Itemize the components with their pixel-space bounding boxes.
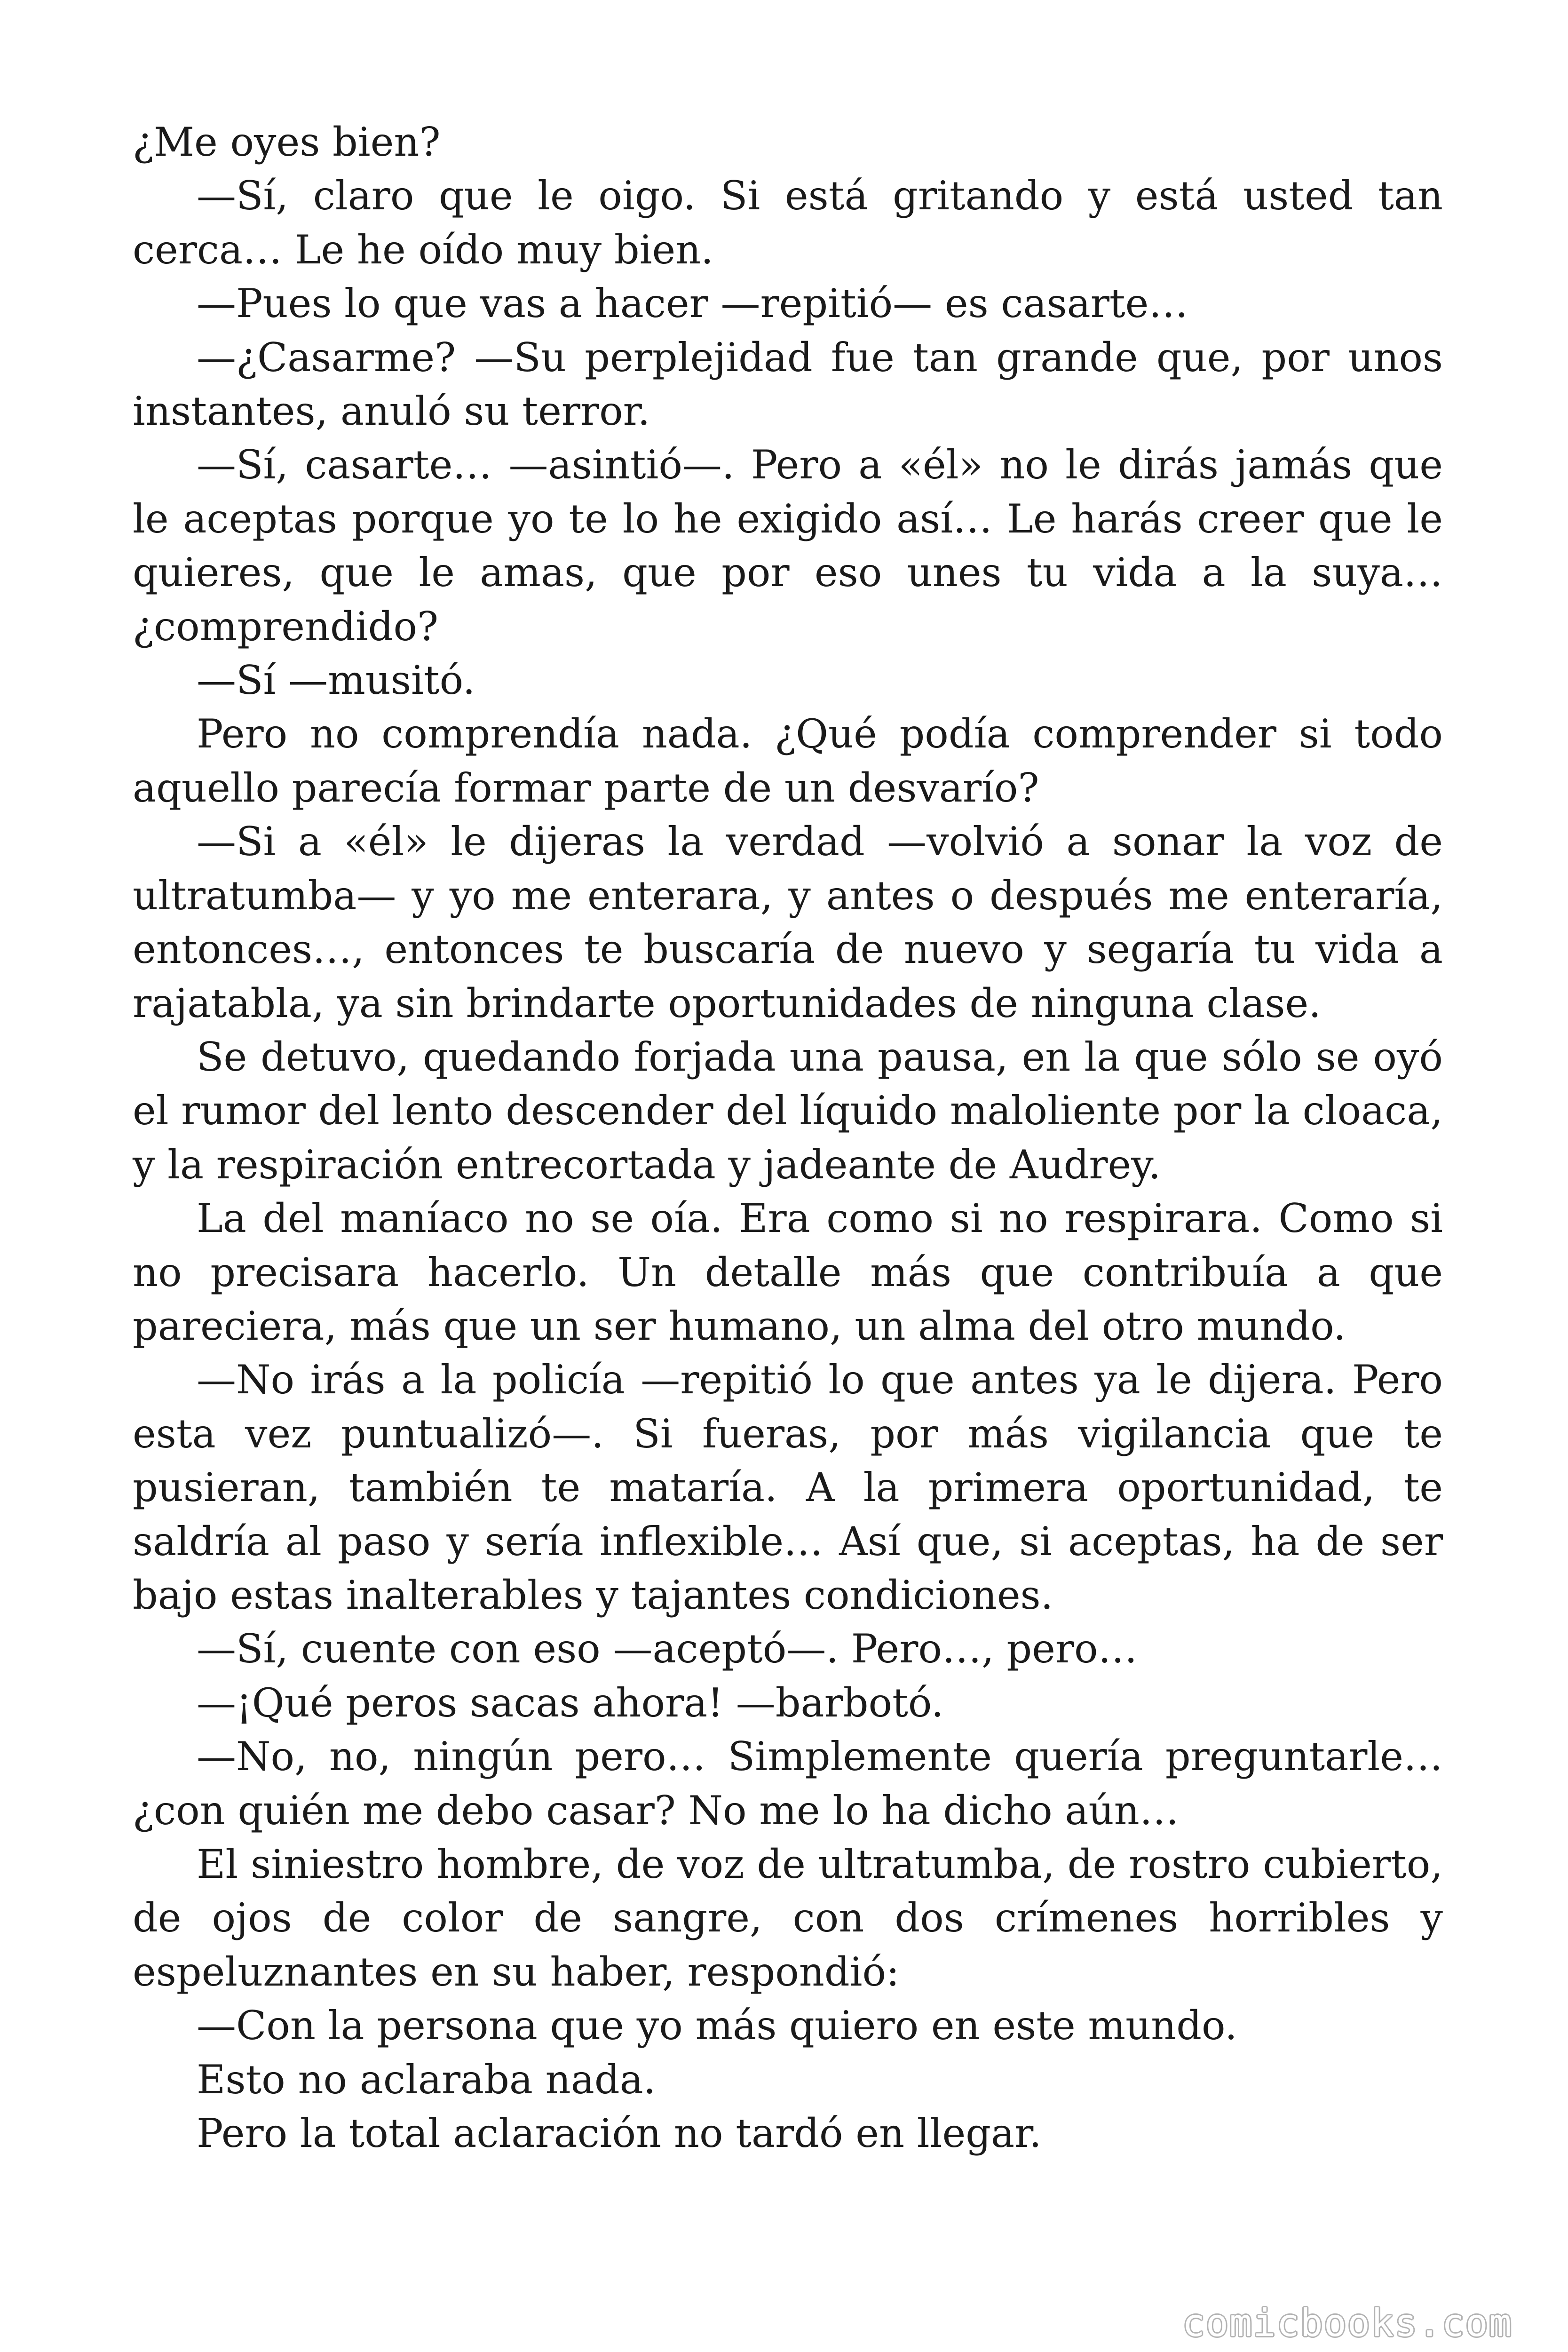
paragraph: —Si a «él» le dijeras la verdad —volvió a sonar la voz de ultratumba— y yo me enterara, y antes o después me enteraría, entonces…, entonces te buscaría de nuevo y segaría tu vida a rajatabla, ya sin brindarte oportunidades de ninguna clase. [133,818,1443,1026]
paragraph: —Con la persona que yo más quiero en este mundo. [197,2002,1237,2049]
paragraph: La del maníaco no se oía. Era como si no respirara. Como si no precisara hacerlo. Un detalle más que contribuía a que pareciera, más que un ser humano, un alma del otro mundo. [133,1195,1443,1349]
watermark-logo: comicbooks.com [1182,2301,1513,2345]
paragraph: —¿Casarme? —Su perplejidad fue tan grande que, por unos instantes, anuló su terror. [133,334,1443,435]
paragraph: Pero no comprendía nada. ¿Qué podía comprender si todo aquello parecía formar parte de un desvarío? [133,711,1443,811]
paragraph: El siniestro hombre, de voz de ultratumba, de rostro cubierto, de ojos de color de sangre, con dos crímenes horribles y espeluznantes en su haber, respondió: [133,1841,1443,1995]
paragraph: —No irás a la policía —repitió lo que antes ya le dijera. Pero esta vez puntualizó—. Si fueras, por más vigilancia que te pusieran, también te mataría. A la primera oportunidad, te saldría al paso y sería inflexible… Así que, si aceptas, ha de ser bajo estas inalterables y tajantes condiciones. [133,1357,1443,1618]
paragraph: Pero la total aclaración no tardó en llegar. [197,2110,1042,2157]
paragraph: —Sí —musitó. [197,657,475,704]
paragraph: ¿Me oyes bien? [133,119,441,165]
paragraph: —Sí, cuente con eso —aceptó—. Pero…, pero… [197,1626,1138,1672]
paragraph: —No, no, ningún pero… Simplemente quería preguntarle… ¿con quién me debo casar? No me lo ha dicho aún… [133,1733,1443,1834]
page-body-text [133,115,1443,2160]
paragraph: —Sí, claro que le oigo. Si está gritando y está usted tan cerca… Le he oído muy bien. [133,173,1443,273]
paragraph: Se detuvo, quedando forjada una pausa, en la que sólo se oyó el rumor del lento descender del líquido maloliente por la cloaca, y la respiración entrecortada y jadeante de Audrey. [133,1033,1443,1188]
paragraph: —Pues lo que vas a hacer —repitió— es casarte… [197,280,1188,327]
paragraph: —¡Qué peros sacas ahora! —barbotó. [197,1679,944,1726]
paragraph: Esto no aclaraba nada. [197,2056,656,2103]
paragraph: —Sí, casarte… —asintió—. Pero a «él» no le dirás jamás que le aceptas porque yo te lo he exigido así… Le harás creer que le quieres, que le amas, que por eso unes tu vida a la suya… ¿comprendido? [133,442,1443,650]
